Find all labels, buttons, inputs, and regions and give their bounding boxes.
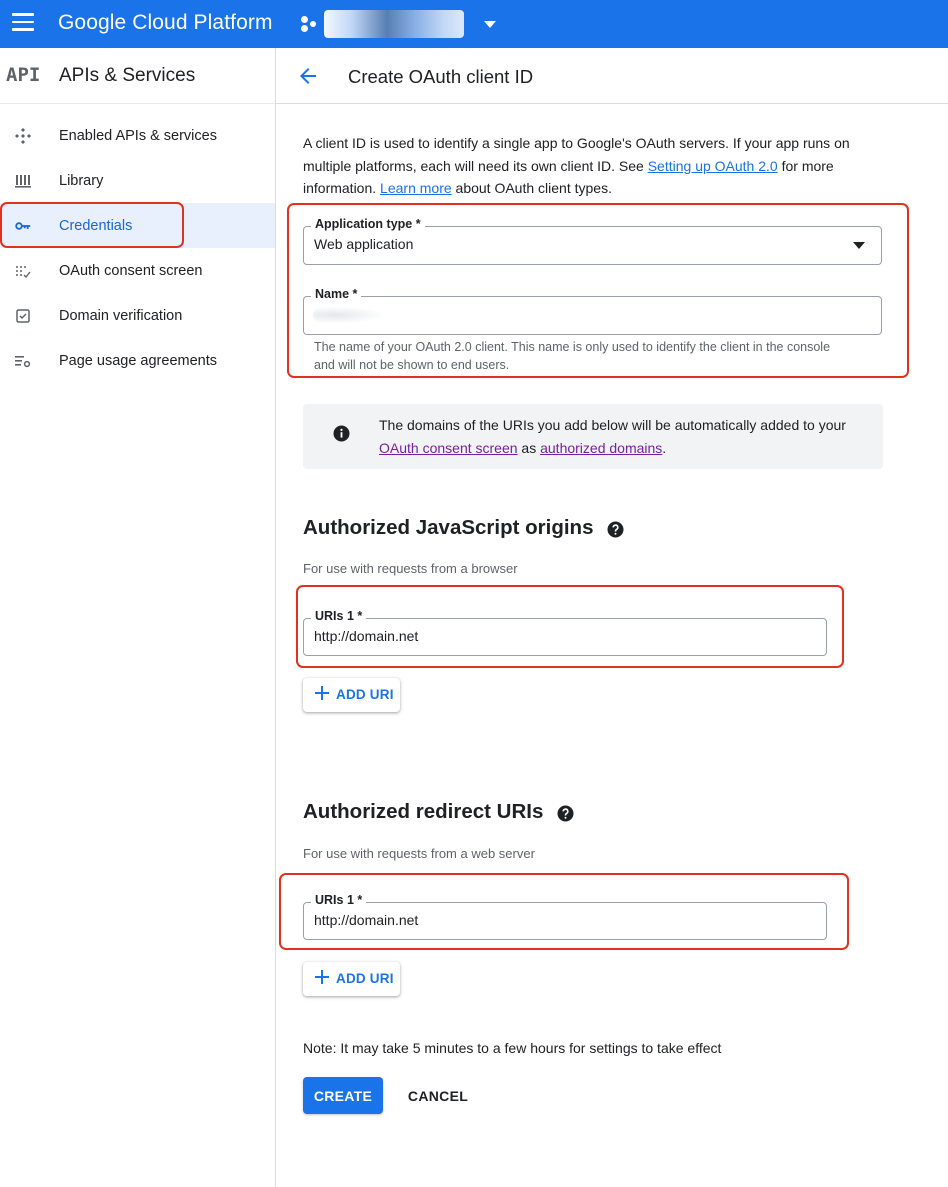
js-origin-uri-input[interactable] [303, 609, 827, 656]
redirect-uris-subtitle: For use with requests from a web server [303, 846, 535, 861]
sidebar-item-oauth-consent[interactable] [0, 248, 275, 293]
chevron-down-icon [484, 21, 496, 28]
settings-list-icon [14, 352, 32, 370]
checkbox-icon [14, 307, 32, 325]
hub-icon [14, 127, 32, 145]
redirect-uri-input[interactable] [303, 893, 827, 940]
sidebar-header [0, 48, 275, 104]
back-arrow-icon[interactable] [296, 64, 320, 88]
create-button[interactable]: CREATE [303, 1077, 383, 1114]
info-text-part: The domains of the URIs you add below will be automatically added to your [379, 417, 846, 433]
js-origins-title [303, 516, 624, 540]
project-selector[interactable] [300, 10, 496, 38]
add-redirect-uri-button[interactable] [303, 962, 400, 996]
project-name-redacted [324, 10, 464, 38]
sidebar-item-enabled-apis[interactable] [0, 113, 275, 158]
js-origin-uri-label: URIs 1 * [311, 609, 366, 623]
application-type-value: Web application [314, 236, 414, 252]
page-title: Create OAuth client ID [348, 66, 534, 87]
plus-icon [315, 970, 329, 984]
redirect-uris-title-text: Authorized redirect URIs [303, 800, 544, 823]
oauth-consent-screen-link[interactable]: OAuth consent screen [379, 439, 518, 456]
cancel-button[interactable]: CANCEL [407, 1087, 469, 1104]
page-header [276, 48, 948, 104]
redirect-uri-label: URIs 1 * [311, 893, 366, 907]
add-uri-label: ADD URI [336, 687, 394, 702]
name-input[interactable] [303, 287, 882, 335]
sidebar-item-library[interactable] [0, 158, 275, 203]
name-value-redacted [313, 307, 383, 323]
js-origins-title-text: Authorized JavaScript origins [303, 516, 594, 539]
hamburger-menu-icon[interactable] [12, 13, 34, 33]
sidebar-item-label: Domain verification [59, 307, 183, 324]
help-icon[interactable] [557, 804, 574, 821]
intro-text-part: for more information. [303, 157, 834, 196]
info-text-part: as [517, 439, 541, 456]
add-uri-label: ADD URI [336, 971, 394, 986]
consent-grid-icon [14, 262, 32, 280]
sidebar-item-domain-verification[interactable] [0, 293, 275, 338]
info-text-part: . [662, 439, 667, 456]
help-icon[interactable] [607, 520, 624, 537]
sidebar-item-label: Enabled APIs & services [59, 127, 217, 144]
plus-icon [315, 686, 329, 700]
application-type-label: Application type * [311, 217, 425, 231]
project-dots-icon [300, 15, 318, 33]
sidebar-item-label: OAuth consent screen [59, 262, 203, 279]
info-icon [333, 425, 350, 442]
sidebar-item-credentials[interactable] [0, 203, 275, 248]
key-icon [14, 217, 32, 235]
add-js-origin-button[interactable] [303, 678, 400, 712]
info-text [379, 414, 859, 459]
brand-title[interactable]: Google Cloud Platform [58, 11, 273, 34]
library-icon [14, 172, 32, 190]
sidebar-item-page-usage[interactable] [0, 338, 275, 383]
sidebar-title: APIs & Services [59, 65, 196, 86]
top-app-bar [0, 0, 948, 48]
intro-text [303, 132, 883, 200]
redirect-uri-value: http://domain.net [314, 912, 419, 928]
intro-text-part: about OAuth client types. [451, 180, 612, 196]
intro-text-part: A client ID is used to identify a single app to Google's OAuth servers. If your app runs on multiple platforms, each will need its own client ID. See [303, 135, 850, 174]
sidebar-item-label: Credentials [59, 217, 133, 234]
js-origins-subtitle: For use with requests from a browser [303, 561, 518, 576]
name-hint: The name of your OAuth 2.0 client. This name is only used to identify the client in the console and will not be shown to end users. [314, 340, 831, 372]
sidebar-item-label: Page usage agreements [59, 352, 217, 369]
setting-up-oauth-link[interactable]: Setting up OAuth 2.0 [647, 157, 778, 174]
application-type-select[interactable] [303, 217, 882, 265]
learn-more-link[interactable]: Learn more [380, 180, 452, 196]
api-logo: API [6, 64, 41, 86]
js-origin-uri-value: http://domain.net [314, 628, 419, 644]
sidebar-item-label: Library [59, 172, 104, 189]
sidebar [0, 48, 276, 1187]
domains-info-box [303, 404, 883, 469]
redirect-uris-title [303, 800, 574, 824]
dropdown-arrow-icon [853, 242, 865, 249]
name-label: Name * [311, 287, 361, 301]
settings-note: Note: It may take 5 minutes to a few hours for settings to take effect [303, 1040, 722, 1056]
authorized-domains-link[interactable]: authorized domains [540, 439, 663, 456]
